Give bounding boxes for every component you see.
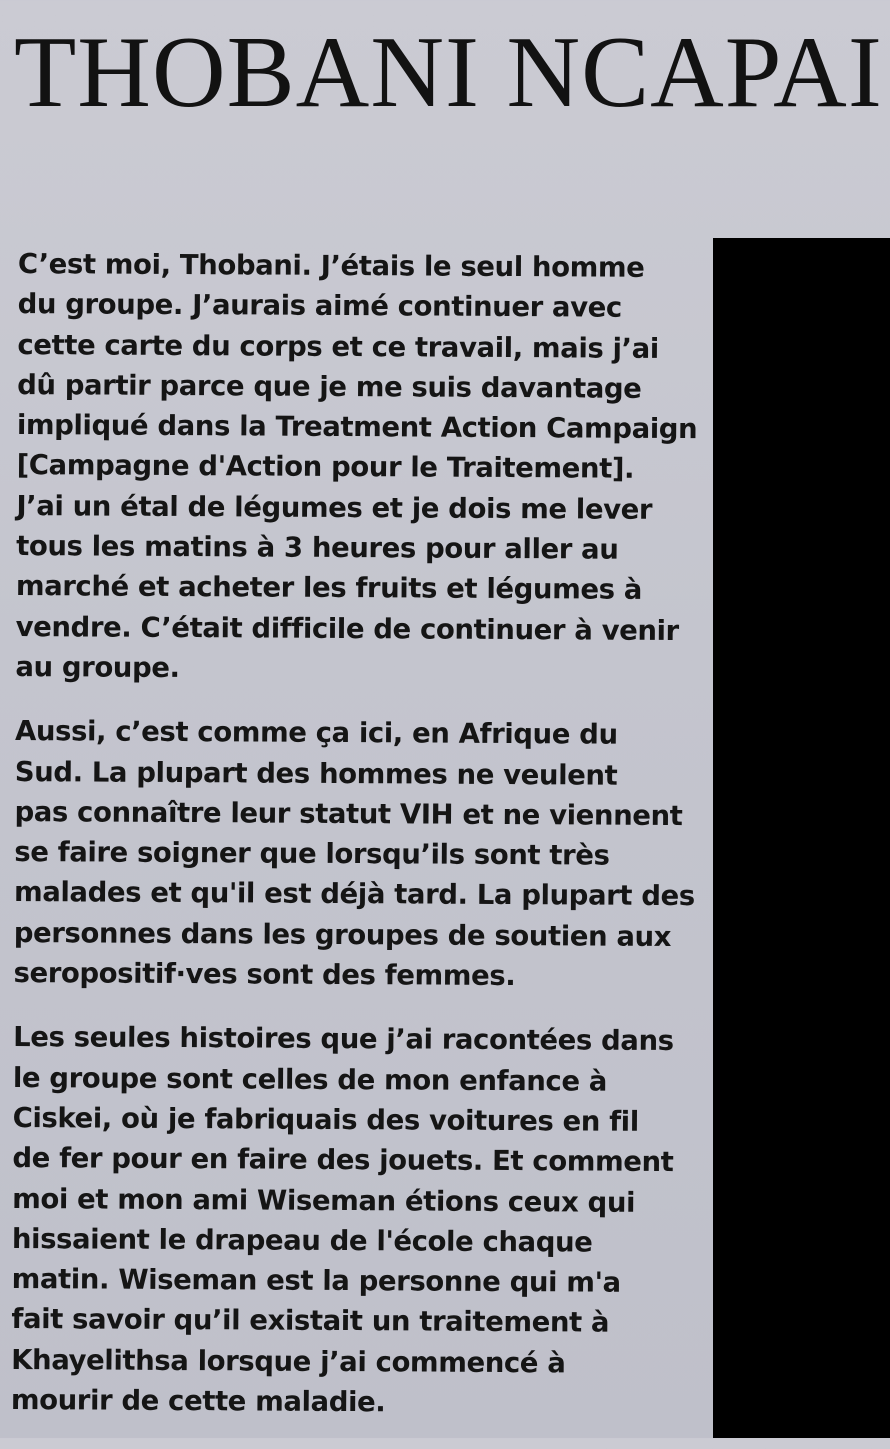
text-line: C’est moi, Thobani. J’étais le seul homme	[17, 247, 645, 284]
text-line: Les seules histoires que j’ai racontées dans	[13, 1021, 674, 1058]
text-line: matin. Wiseman est la personne qui m'a	[11, 1263, 621, 1299]
text-line: J’ai un étal de légumes et je dois me lever	[16, 489, 653, 526]
text-line: fait savoir qu’il existait un traitement à	[11, 1303, 610, 1340]
text-line: seropositif·ves sont des femmes.	[13, 957, 516, 993]
text-line: malades et qu'il est déjà tard. La plupart des	[13, 876, 695, 913]
text-line: de fer pour en faire des jouets. Et comment	[12, 1142, 674, 1179]
text-line: hissaient le drapeau de l'école chaque	[11, 1222, 593, 1259]
text-line: Sud. La plupart des hommes ne veulent	[14, 755, 618, 792]
paragraph-2	[13, 711, 705, 997]
text-line: moi et mon ami Wiseman étions ceux qui	[12, 1182, 636, 1219]
text-line: vendre. C’était difficile de continuer à venir	[15, 610, 679, 647]
text-line: pas connaître leur statut VIH et ne viennent	[14, 795, 683, 832]
text-line: mourir de cette maladie.	[10, 1383, 386, 1419]
panel-title: THOBANI NCAPAI	[14, 16, 883, 129]
text-line: Ciskei, où je fabriquais des voitures en fil	[12, 1101, 639, 1138]
text-line: Aussi, c’est comme ça ici, en Afrique du	[14, 715, 618, 751]
text-line: au groupe.	[15, 650, 180, 684]
text-line: tous les matins à 3 heures pour aller au	[16, 530, 619, 566]
text-line: cette carte du corps et ce travail, mais j’ai	[17, 328, 659, 365]
text-line: Khayelithsa lorsque j’ai commencé à	[11, 1343, 566, 1380]
text-line: marché et acheter les fruits et légumes à	[15, 570, 643, 607]
black-occlusion-block	[713, 238, 890, 1438]
body-text	[11, 244, 708, 1449]
text-line: personnes dans les groupes de soutien aux	[13, 916, 672, 953]
text-line: impliqué dans la Treatment Action Campaign	[16, 409, 698, 446]
text-line: du groupe. J’aurais aimé continuer avec	[17, 288, 622, 324]
text-line: dû partir parce que je me suis davantage	[17, 368, 642, 405]
text-line: le groupe sont celles de mon enfance à	[12, 1061, 608, 1098]
paragraph-1	[15, 244, 708, 691]
paragraph-3	[11, 1017, 703, 1424]
text-line: se faire soigner que lorsqu’ils sont très	[14, 836, 610, 872]
text-line: [Campagne d'Action pour le Traitement].	[16, 449, 635, 486]
